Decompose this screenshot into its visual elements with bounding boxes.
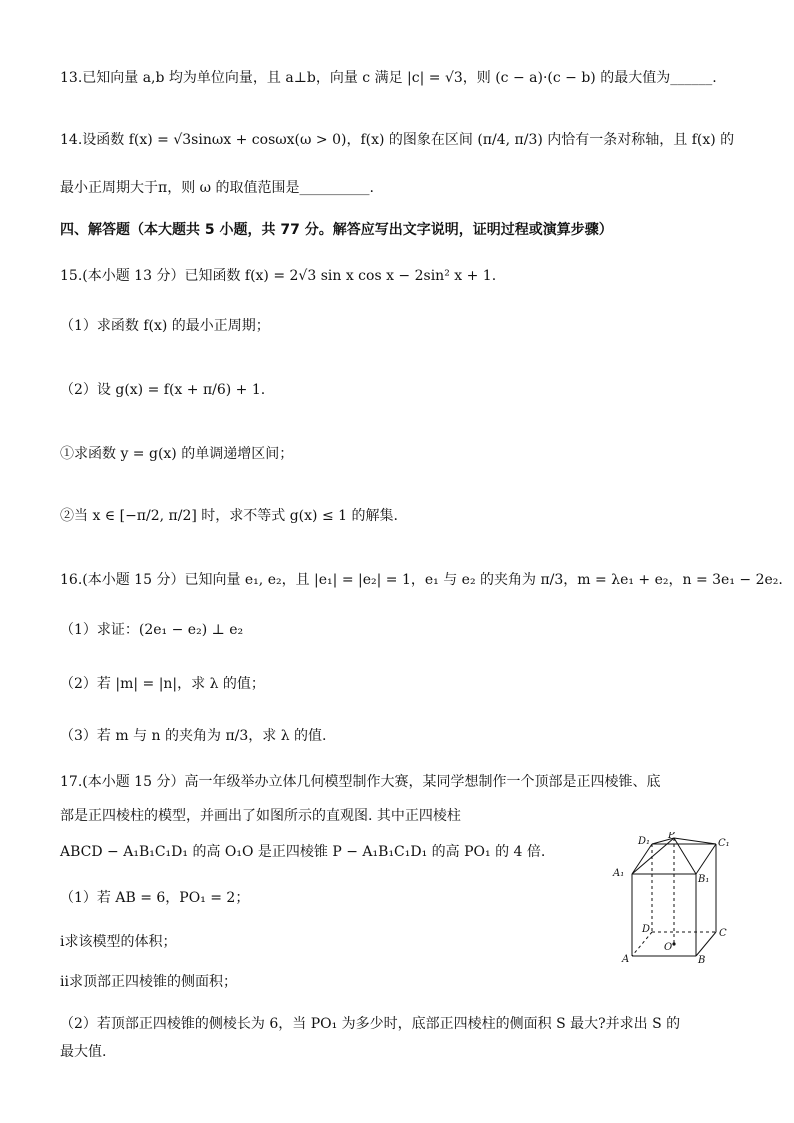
problem-14-cont: 最小正周期大于π，则 ω 的取值范围是__________. bbox=[60, 180, 374, 196]
label-a1: A₁ bbox=[613, 868, 625, 879]
prism-pyramid-figure bbox=[612, 832, 744, 964]
problem-15-part2: （2）设 g(x) = f(x + π/6) + 1. bbox=[60, 382, 266, 398]
problem-16: 16.(本小题 15 分）已知向量 e₁, e₂，且 |e₁| = |e₂| = 1，e₁ 与 e₂ 的夹角为 π/3，m = λe₁ + e₂，n = 3e₁ − 2e₂. bbox=[60, 572, 783, 588]
label-o: O bbox=[664, 942, 673, 953]
label-p: P bbox=[668, 832, 675, 841]
problem-17-part2: （2）若顶部正四棱锥的侧棱长为 6，当 PO₁ 为多少时，底部正四棱柱的侧面积 S 最大?并求出 S 的 bbox=[60, 1016, 681, 1032]
prism-pyramid-diagram bbox=[612, 832, 744, 964]
problem-17-cont2: ABCD − A₁B₁C₁D₁ 的高 O₁O 是正四棱锥 P − A₁B₁C₁D₁ 的高 PO₁ 的 4 倍. bbox=[60, 844, 546, 860]
problem-17-cont1: 部是正四棱柱的模型，并画出了如图所示的直观图. 其中正四棱柱 bbox=[60, 808, 461, 824]
label-c: C bbox=[719, 928, 727, 939]
problem-17-part2-cont: 最大值. bbox=[60, 1044, 107, 1060]
problem-16-part3: （3）若 m 与 n 的夹角为 π/3，求 λ 的值. bbox=[60, 728, 327, 744]
problem-14: 14.设函数 f(x) = √3sinωx + cosωx(ω > 0)，f(x) 的图象在区间 (π/4, π/3) 内恰有一条对称轴，且 f(x) 的 bbox=[60, 132, 735, 148]
problem-17: 17.(本小题 15 分）高一年级举办立体几何模型制作大赛，某同学想制作一个顶部是正四棱锥、底 bbox=[60, 774, 661, 790]
problem-17-part1-i: ⅰ求该模型的体积； bbox=[60, 934, 177, 950]
problem-16-part1: （1）求证：(2e₁ − e₂) ⊥ e₂ bbox=[60, 622, 244, 638]
problem-15: 15.(本小题 13 分）已知函数 f(x) = 2√3 sin x cos x − 2sin² x + 1. bbox=[60, 268, 497, 284]
label-d1: D₁ bbox=[638, 836, 651, 847]
problem-16-part2: （2）若 |m| = |n|，求 λ 的值； bbox=[60, 676, 265, 692]
label-b: B bbox=[698, 955, 706, 964]
label-b1: B₁ bbox=[698, 874, 710, 885]
label-a: A bbox=[622, 954, 630, 964]
label-c1: C₁ bbox=[718, 838, 730, 849]
problem-17-part1-ii: ⅱ求顶部正四棱锥的侧面积； bbox=[60, 974, 237, 990]
section-heading: 四、解答题（本大题共 5 小题，共 77 分。解答应写出文字说明，证明过程或演算步骤） bbox=[60, 222, 613, 238]
problem-15-part2-i: ①求函数 y = g(x) 的单调递增区间； bbox=[60, 446, 294, 462]
problem-13: 13.已知向量 a,b 均为单位向量，且 a⊥b，向量 c 满足 |c| = √3，则 (c − a)·(c − b) 的最大值为______. bbox=[60, 70, 717, 86]
label-d: D bbox=[642, 924, 651, 935]
problem-15-part2-ii: ②当 x ∈ [−π/2, π/2] 时，求不等式 g(x) ≤ 1 的解集. bbox=[60, 508, 398, 524]
problem-15-part1: （1）求函数 f(x) 的最小正周期； bbox=[60, 318, 270, 334]
problem-17-part1: （1）若 AB = 6，PO₁ = 2； bbox=[60, 890, 250, 906]
